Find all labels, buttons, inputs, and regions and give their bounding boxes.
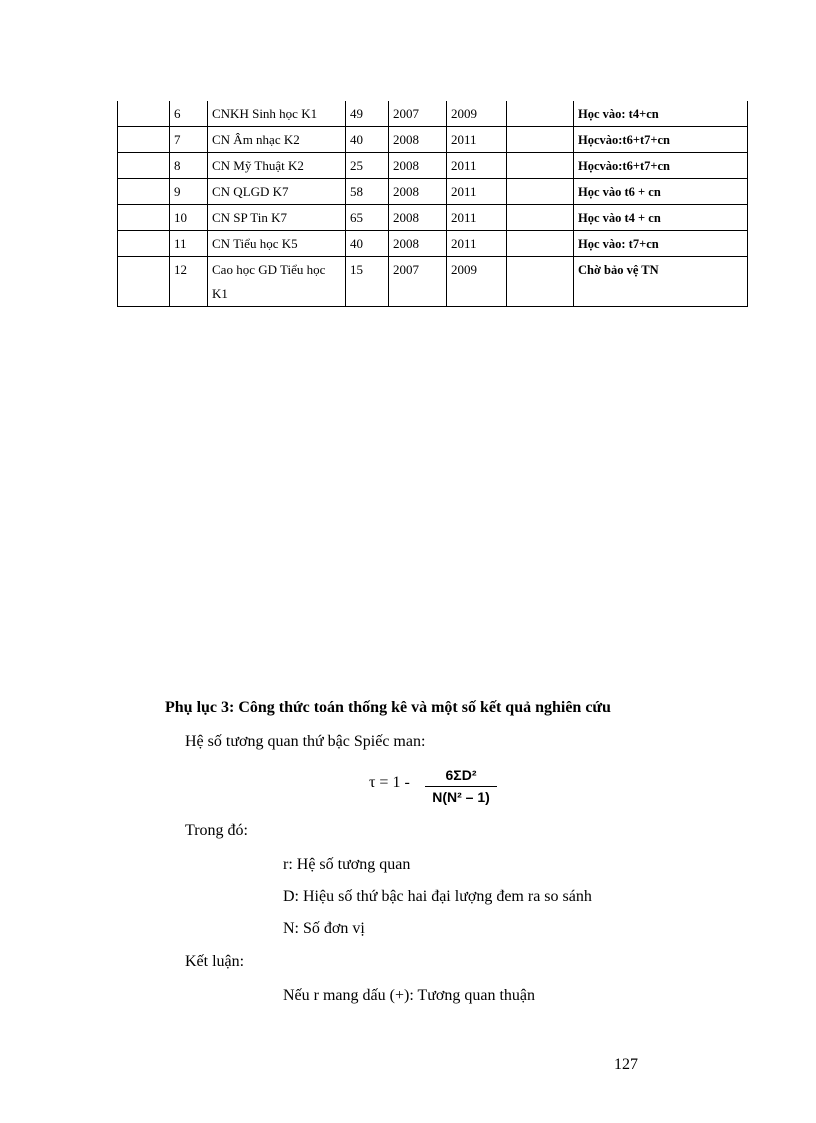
cell-stt: 10 [170, 205, 208, 231]
cell-blank [507, 179, 574, 205]
cell-start: 2008 [389, 127, 447, 153]
cell-count: 58 [346, 179, 389, 205]
cell-stt: 6 [170, 101, 208, 127]
cell-count: 49 [346, 101, 389, 127]
table-row [118, 231, 748, 257]
cell-count: 65 [346, 205, 389, 231]
table-row [118, 127, 748, 153]
cell-name: CN Âm nhạc K2 [208, 127, 346, 153]
cell-blank [507, 257, 574, 307]
cell-blank [507, 101, 574, 127]
cell-end: 2011 [447, 179, 507, 205]
where-label: Trong đó: [185, 822, 248, 839]
fraction-bar [425, 786, 497, 787]
conclusion-line: Nếu r mang dấu (+): Tương quan thuận [283, 987, 536, 1004]
cell-start: 2008 [389, 153, 447, 179]
cell-note: Học vào: t7+cn [574, 231, 748, 257]
cell-name: CN Mỹ Thuật K2 [208, 153, 346, 179]
cell-name: CNKH Sinh học K1 [208, 101, 346, 127]
formula-intro: Hệ số tương quan thứ bậc Spiếc man: [185, 733, 426, 750]
cell-stt: 7 [170, 127, 208, 153]
cell-count: 15 [346, 257, 389, 307]
enrollment-table [117, 101, 748, 307]
cell-name: CN Tiểu học K5 [208, 231, 346, 257]
table-row [118, 257, 748, 307]
cell-end: 2011 [447, 127, 507, 153]
formula-lhs: τ = 1 - [369, 774, 410, 791]
cell-end: 2011 [447, 231, 507, 257]
cell-note: Họcvào:t6+t7+cn [574, 153, 748, 179]
table-row [118, 179, 748, 205]
table-row [118, 153, 748, 179]
cell-blank [507, 205, 574, 231]
conclusion-label: Kết luận: [185, 953, 245, 970]
cell-blank [507, 127, 574, 153]
row-indent-cell [118, 127, 170, 153]
cell-end: 2009 [447, 257, 507, 307]
row-indent-cell [118, 257, 170, 307]
cell-start: 2008 [389, 205, 447, 231]
table-row [118, 205, 748, 231]
row-indent-cell [118, 231, 170, 257]
row-indent-cell [118, 179, 170, 205]
formula-denominator: N(N² – 1) [432, 789, 490, 805]
table-row [118, 101, 748, 127]
cell-blank [507, 231, 574, 257]
cell-name: CN QLGD K7 [208, 179, 346, 205]
formula-fraction [425, 766, 497, 807]
cell-stt: 11 [170, 231, 208, 257]
cell-stt: 12 [170, 257, 208, 307]
cell-end: 2011 [447, 205, 507, 231]
formula-numerator: 6ΣD² [445, 767, 477, 783]
definition-r: r: Hệ số tương quan [283, 856, 411, 873]
cell-note: Học vào: t4+cn [574, 101, 748, 127]
definition-n: N: Số đơn vị [283, 920, 365, 937]
row-indent-cell [118, 153, 170, 179]
cell-note: Họcvào:t6+t7+cn [574, 127, 748, 153]
appendix-heading: Phụ lục 3: Công thức toán thống kê và một số kết quả nghiên cứu [165, 699, 611, 716]
cell-stt: 9 [170, 179, 208, 205]
cell-count: 40 [346, 127, 389, 153]
cell-note: Học vào t6 + cn [574, 179, 748, 205]
cell-end: 2009 [447, 101, 507, 127]
cell-end: 2011 [447, 153, 507, 179]
cell-note: Học vào t4 + cn [574, 205, 748, 231]
cell-count: 40 [346, 231, 389, 257]
page-number: 127 [614, 1056, 638, 1073]
cell-name: CN SP Tin K7 [208, 205, 346, 231]
cell-count: 25 [346, 153, 389, 179]
cell-name: Cao học GD Tiểu học K1 [208, 257, 346, 307]
cell-start: 2008 [389, 231, 447, 257]
cell-note: Chờ bảo vệ TN [574, 257, 748, 307]
cell-start: 2007 [389, 101, 447, 127]
cell-stt: 8 [170, 153, 208, 179]
row-indent-cell [118, 205, 170, 231]
definition-d: D: Hiệu số thứ bậc hai đại lượng đem ra so sánh [283, 888, 592, 905]
row-indent-cell [118, 101, 170, 127]
cell-start: 2008 [389, 179, 447, 205]
cell-blank [507, 153, 574, 179]
cell-start: 2007 [389, 257, 447, 307]
